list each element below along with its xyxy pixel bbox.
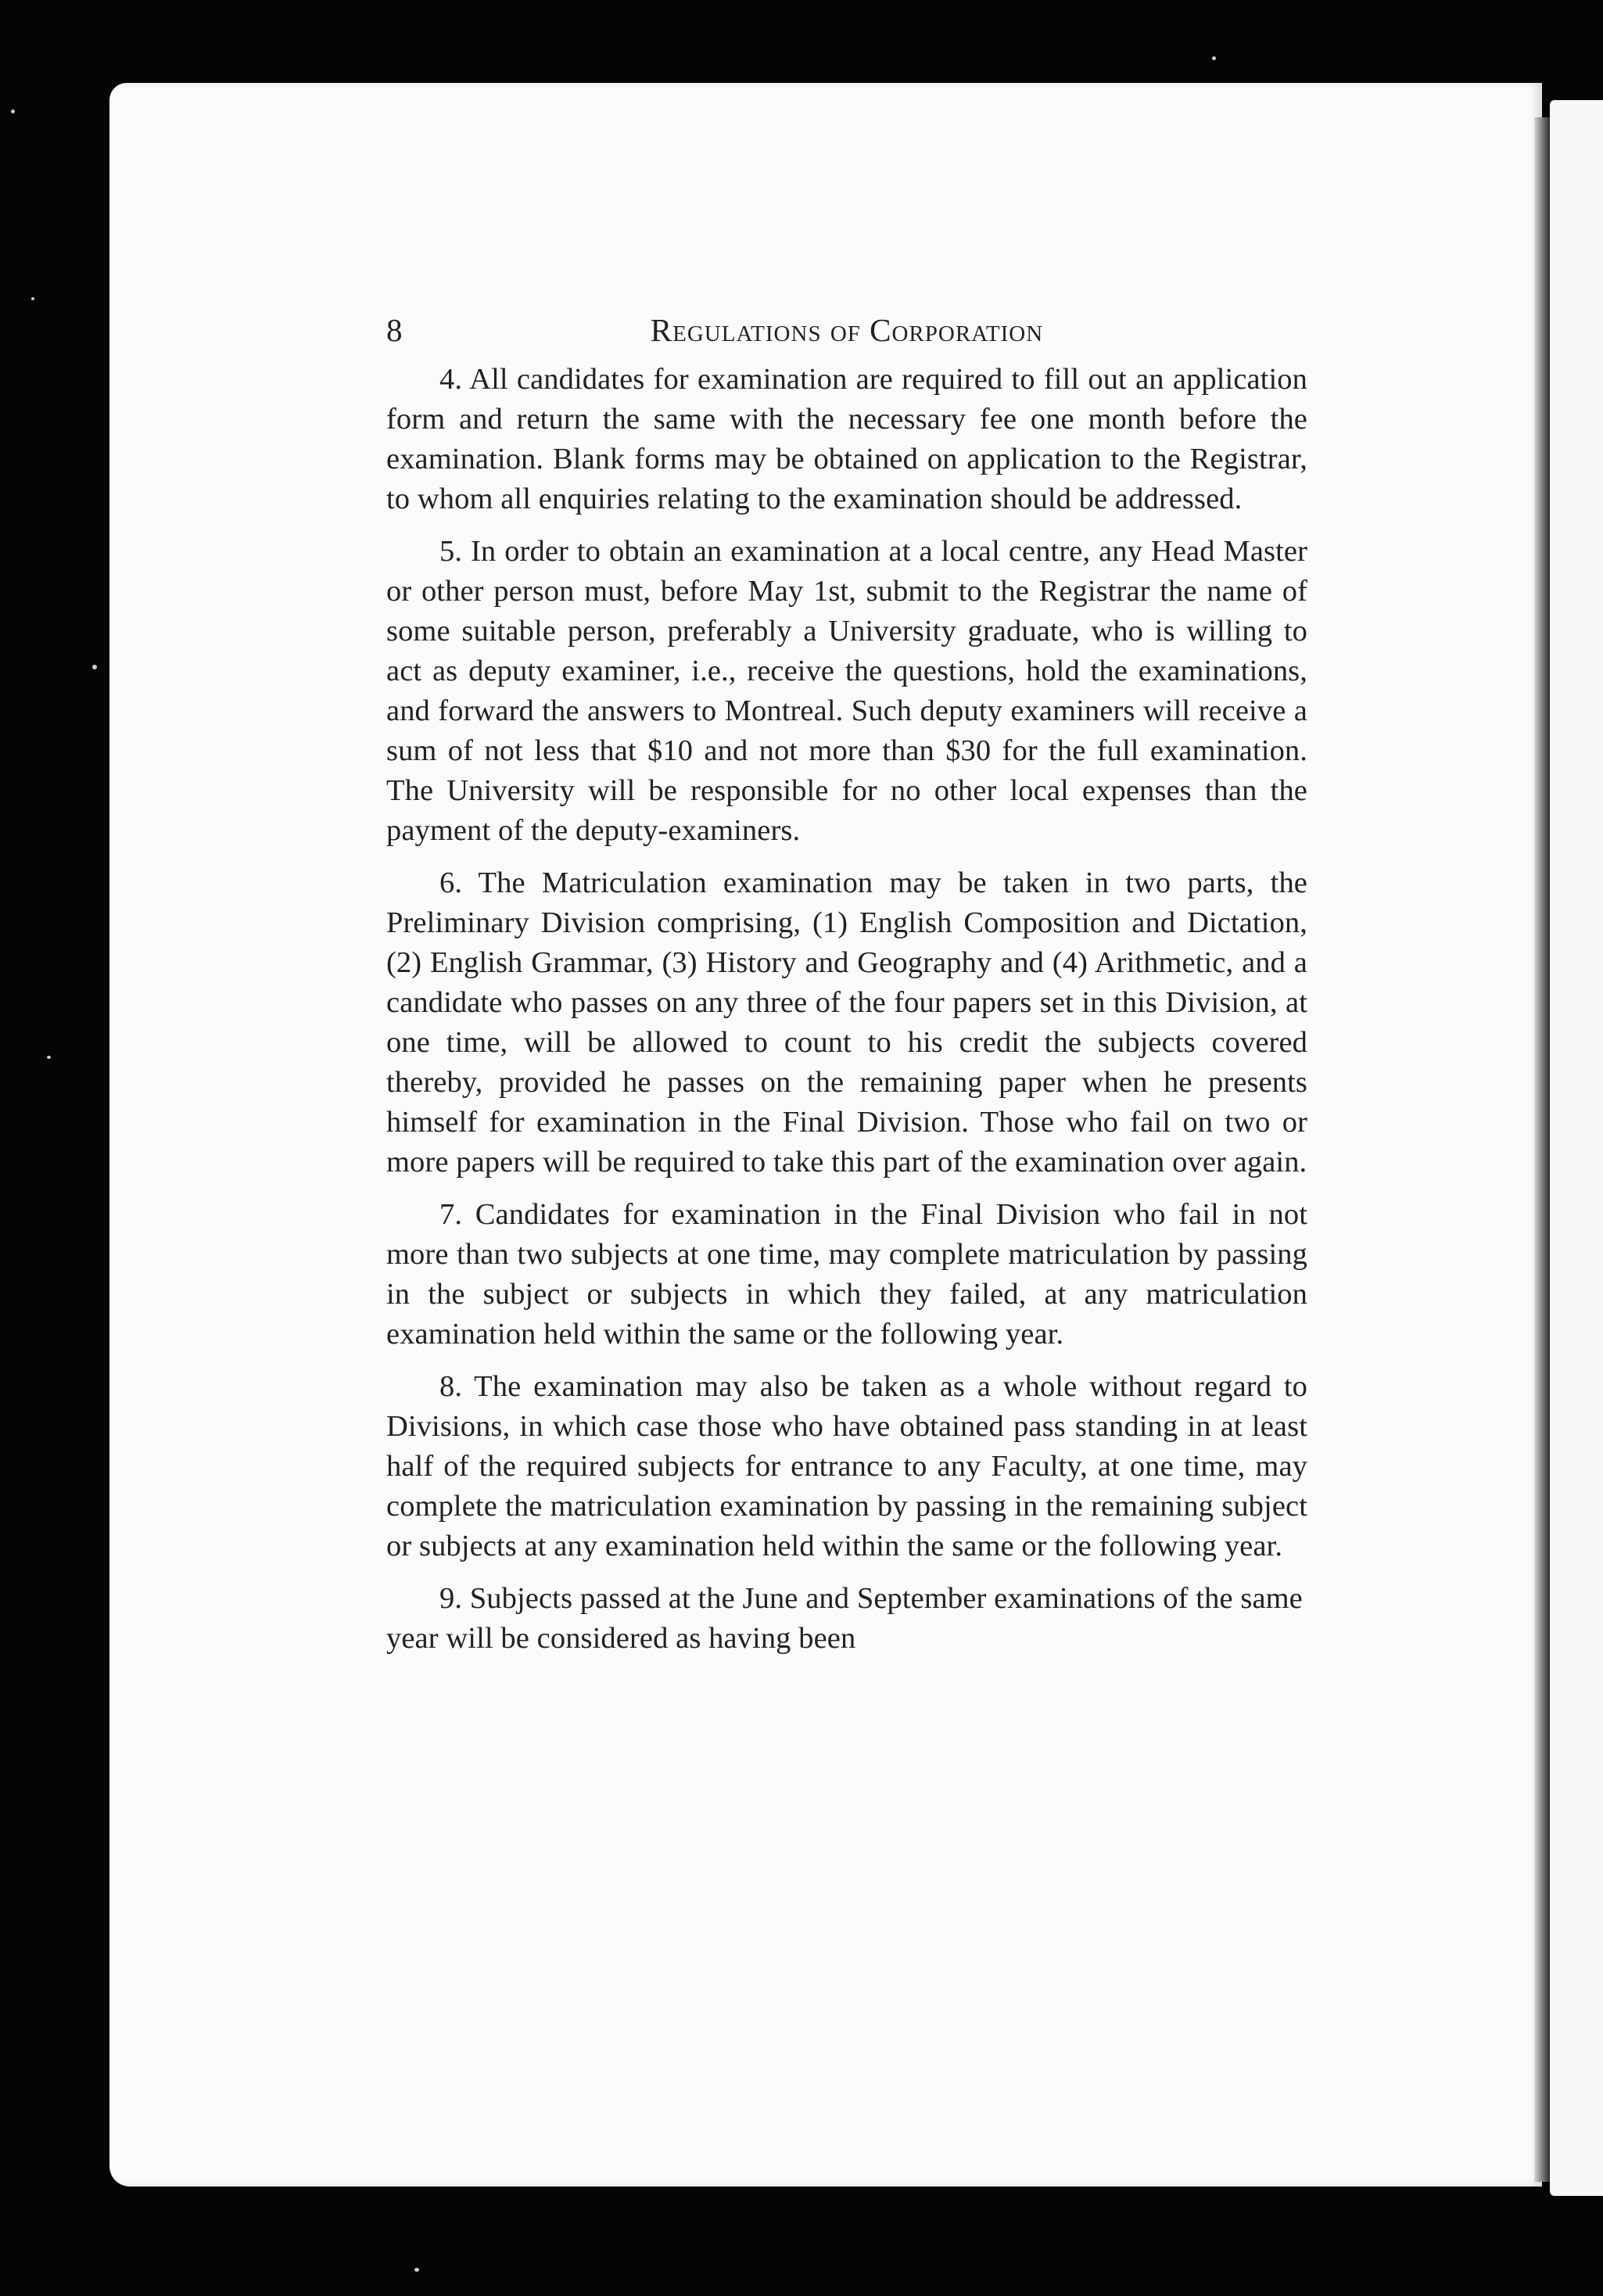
facing-page-edge: [1550, 100, 1603, 2196]
paragraph-8: 8. The examination may also be taken as a whole without regard to Divisions, in which case those who have obtained pass standing in at least half of the required subjects for entrance to any Faculty, at one time, may complete the matriculation examination by passing in the remaining subject or subjects at any examination held within the same or the following year.: [386, 1370, 1307, 1562]
scan-speck: [1212, 56, 1216, 60]
paragraph-7: 7. Candidates for examination in the Final Division who fail in not more than two subjects at one time, may complete matriculation by passing in the subject or subjects in which they failed, at any matriculation examination held within the same or the following year.: [386, 1198, 1307, 1351]
paragraph-9: 9. Subjects passed at the June and September examinations of the same year will be considered as having been: [386, 1582, 1303, 1655]
paragraph-4: 4. All candidates for examination are required to fill out an application form and return the same with the necessary fee one month before the examination. Blank forms may be obtained on application to the Registrar, to whom all enquiries relating to the examination should be addressed.: [386, 363, 1307, 515]
scan-speck: [47, 1056, 51, 1059]
book-gutter: [1534, 117, 1550, 2182]
scan-speck: [92, 665, 97, 669]
scan-speck: [31, 297, 34, 300]
scan-speck: [414, 2268, 419, 2272]
paragraph-6: 6. The Matriculation examination may be taken in two parts, the Preliminary Division comprising, (1) English Composition and Dictation, (2) English Grammar, (3) History and Geography and (4) Arithmetic, and a candidate who passes on any three of the four papers set in this Division, at one time, will be allowed to count to his credit the subjects covered thereby, provided he passes on the remaining paper when he presents himself for examination in the Final Division. Those who fail on two or more papers will be required to take this part of the examination over again.: [386, 866, 1307, 1178]
running-head: Regulations of Corporation: [650, 312, 1044, 348]
page-number: 8: [386, 312, 403, 348]
paragraph-5: 5. In order to obtain an examination at a local centre, any Head Master or other person must, before May 1st, submit to the Registrar the name of some suitable person, preferably a University graduate, who is willing to act as deputy examiner, i.e., receive the questions, hold the examinations, and forward the answers to Montreal. Such deputy examiners will receive a sum of not less that $10 and not more than $30 for the full examination. The University will be responsible for no other local expenses than the payment of the deputy-examiners.: [386, 535, 1307, 847]
page-content: [386, 307, 1307, 1671]
scan-speck: [11, 109, 15, 113]
body-text: [386, 360, 1307, 1659]
page-header: [386, 307, 1307, 353]
